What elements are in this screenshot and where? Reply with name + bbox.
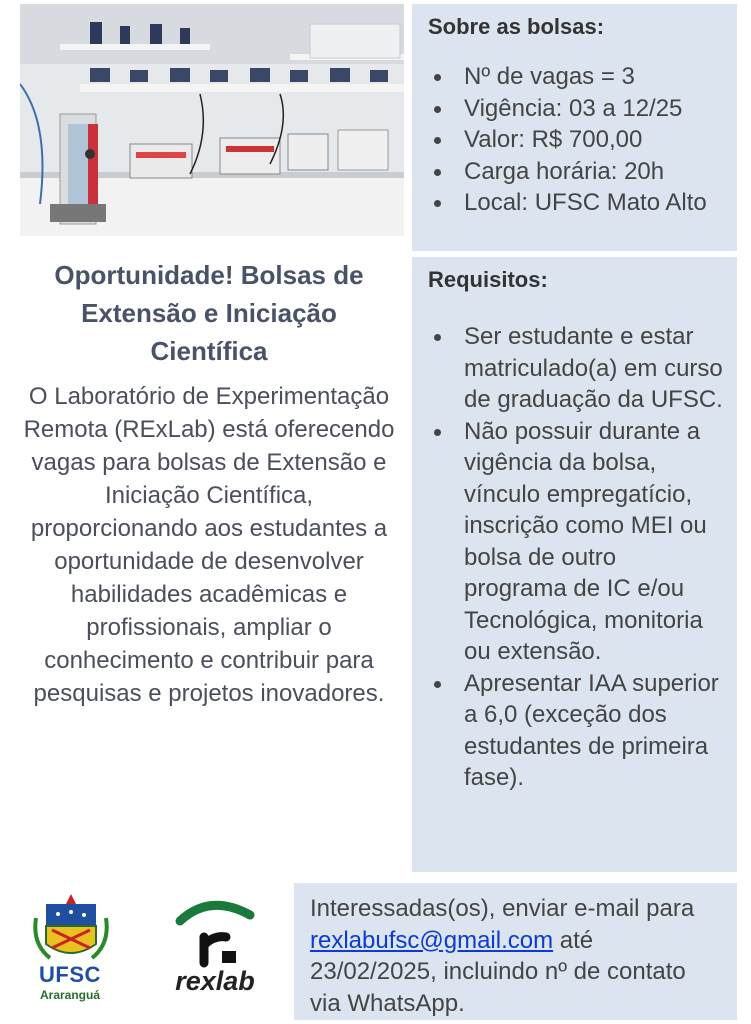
lab-photo-illustration	[20, 4, 404, 236]
sobre-title: Sobre as bolsas:	[428, 14, 605, 39]
contact-text	[310, 893, 723, 1019]
requisitos-list	[428, 321, 723, 794]
email-link[interactable]: rexlabufsc@gmail.com	[310, 926, 554, 954]
requisito-item: Ser estudante e estar matriculado(a) em curso de graduação da UFSC.	[428, 321, 723, 416]
rexlab-logo-name: rexlab	[175, 966, 255, 996]
requisitos-title: Requisitos:	[428, 267, 548, 292]
sobre-item-carga: Carga horária: 20h	[428, 156, 723, 188]
sobre-item-vigencia: Vigência: 03 a 12/25	[428, 93, 723, 125]
requisitos-panel	[412, 257, 737, 872]
contact-panel	[294, 883, 737, 1020]
ufsc-logo-name: UFSC	[39, 962, 101, 987]
sobre-item-local: Local: UFSC Mato Alto	[428, 187, 723, 219]
contact-prefix: Interessadas(os), enviar e-mail para	[310, 895, 695, 922]
sobre-panel	[412, 4, 737, 251]
requisito-item: Não possuir durante a vigência da bolsa, vínculo empregatício, inscrição como MEI ou bolsa de outro programa de IC e/ou Tecnológica, monitoria ou extensão.	[428, 416, 723, 668]
headline: Oportunidade! Bolsas de Extensão e Iniciação Científica	[54, 260, 364, 366]
ufsc-logo-city: Araranguá	[39, 988, 101, 1002]
sobre-list	[428, 61, 723, 219]
body-text: O Laboratório de Experimentação Remota (RExLab) está oferecendo vagas para bolsas de Extensão e Iniciação Científica, proporcionando aos estudantes a oportunidade de desenvolver habilidades acadêmicas e profissionais, ampliar o conhecimento e contribuir para pesquisas e projetos inovadores.	[23, 383, 395, 707]
contact-suffix: até 23/02/2025, incluindo nº de contato via WhatsApp.	[310, 926, 686, 1017]
sobre-item-valor: Valor: R$ 700,00	[428, 124, 723, 156]
lab-photo	[20, 4, 404, 236]
requisito-item: Apresentar IAA superior a 6,0 (exceção dos estudantes de primeira fase).	[428, 668, 723, 794]
sobre-item-vagas: Nº de vagas = 3	[428, 61, 723, 93]
